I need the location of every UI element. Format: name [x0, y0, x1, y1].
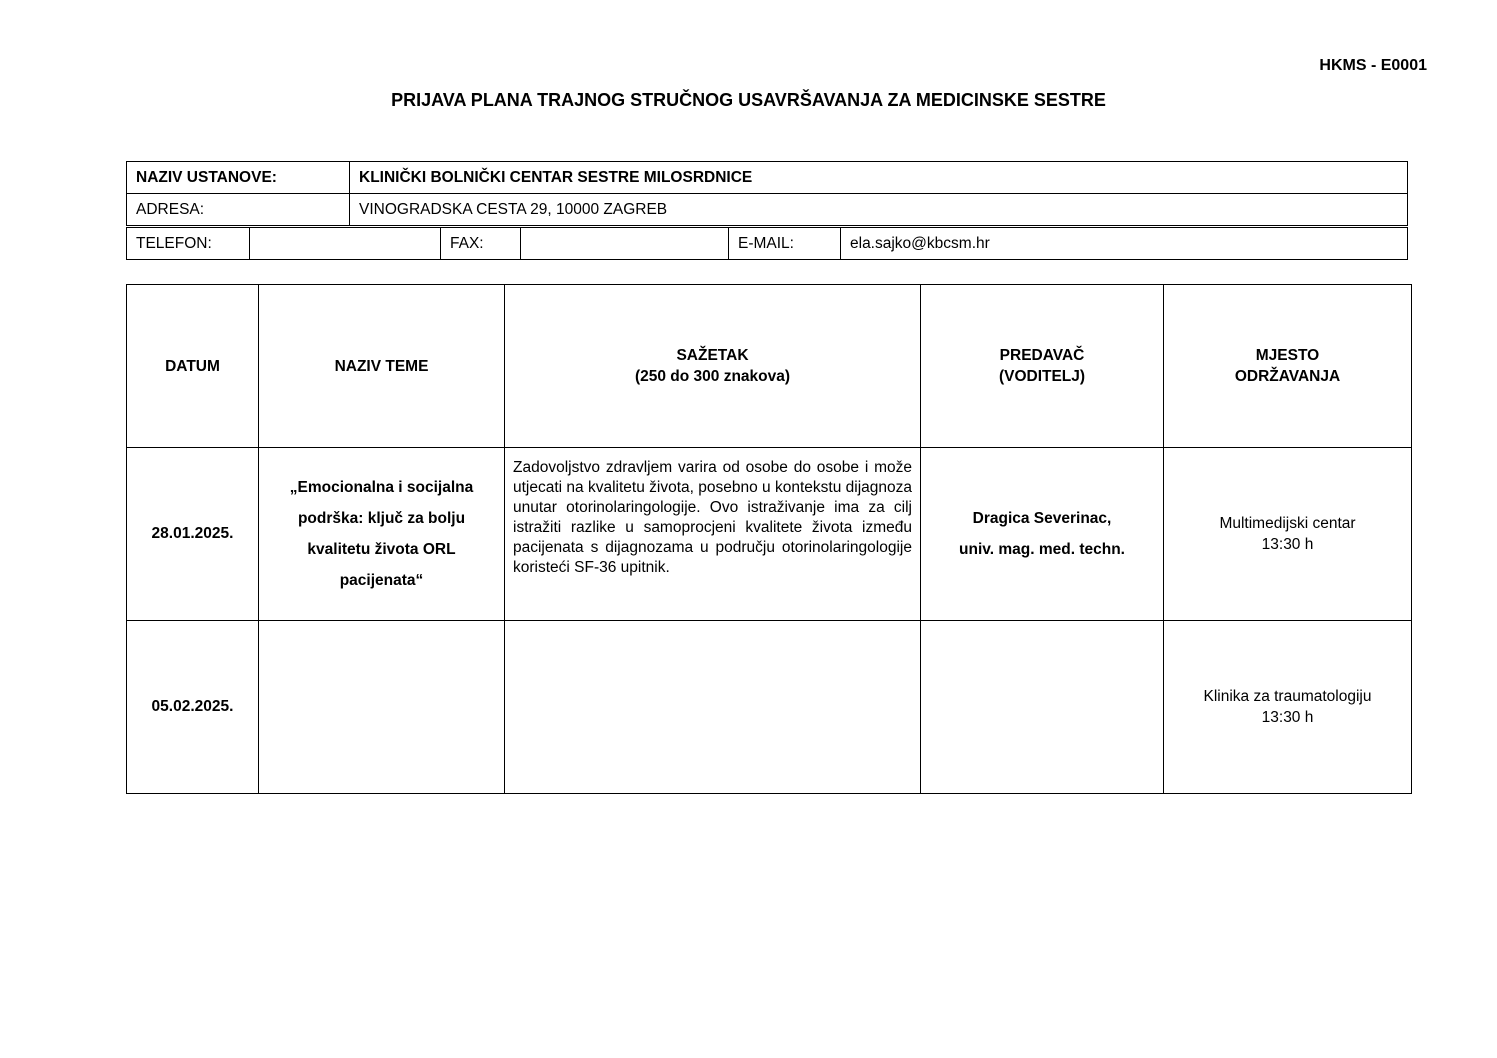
header-lecturer-title: PREDAVAČ [999, 347, 1085, 364]
page-title: PRIJAVA PLANA TRAJNOG STRUČNOG USAVRŠAVANJA ZA MEDICINSKE SESTRE [391, 90, 1106, 110]
header-place-line1: MJESTO [1255, 347, 1320, 364]
row-topic: „Emocionalna i socijalna podrška: ključ za bolju kvalitetu života ORL pacijenata“ [259, 448, 505, 621]
fax-label: FAX: [441, 228, 521, 260]
email-label: E-MAIL: [729, 228, 841, 260]
table-row [127, 621, 1412, 794]
form-code: HKMS - E0001 [1319, 57, 1427, 74]
contact-row [127, 228, 1408, 260]
row-abstract: Zadovoljstvo zdravljem varira od osobe do osobe i može utjecati na kvalitetu života, posebno u kontekstu dijagnoza unutar otorinolaringologije. Ovo istraživanje ima za cilj istražiti razlike u samoprocjeni kvalitete života između pacijenata s dijagnozama u području otorinolaringologije koristeći SF-36 upitnik. [505, 448, 921, 621]
header-lecturer-note: (VODITELJ) [998, 368, 1086, 385]
row-lecturer-name: Dragica Severinac, [972, 510, 1112, 527]
row-place [1164, 448, 1412, 621]
institution-name-row [127, 162, 1408, 194]
row-topic [259, 621, 505, 794]
institution-name-value: KLINIČKI BOLNIČKI CENTAR SESTRE MILOSRDNICE [350, 162, 1408, 194]
address-value: VINOGRADSKA CESTA 29, 10000 ZAGREB [350, 194, 1408, 226]
header-abstract-title: SAŽETAK [676, 347, 749, 364]
row-date: 05.02.2025. [127, 621, 259, 794]
institution-address-row [127, 194, 1408, 226]
fax-value [521, 228, 729, 260]
header-topic: NAZIV TEME [259, 285, 505, 448]
header-lecturer [921, 285, 1164, 448]
row-abstract [505, 621, 921, 794]
row-place-name: Multimedijski centar [1219, 515, 1356, 532]
phone-label: TELEFON: [127, 228, 250, 260]
row-place-name: Klinika za traumatologiju [1203, 688, 1372, 705]
header-date: DATUM [127, 285, 259, 448]
institution-contact-table [126, 227, 1408, 260]
email-value: ela.sajko@kbcsm.hr [841, 228, 1408, 260]
row-date: 28.01.2025. [127, 448, 259, 621]
phone-value [250, 228, 441, 260]
row-lecturer [921, 448, 1164, 621]
institution-name-label: NAZIV USTANOVE: [127, 162, 350, 194]
header-place-line2: ODRŽAVANJA [1234, 368, 1341, 385]
row-place-time: 13:30 h [1261, 709, 1314, 726]
header-abstract-note: (250 do 300 znakova) [634, 368, 791, 385]
header-place [1164, 285, 1412, 448]
institution-info-table [126, 161, 1408, 226]
header-abstract [505, 285, 921, 448]
table-row [127, 448, 1412, 621]
address-label: ADRESA: [127, 194, 350, 226]
row-place-time: 13:30 h [1261, 536, 1314, 553]
row-lecturer [921, 621, 1164, 794]
row-lecturer-title: univ. mag. med. techn. [959, 541, 1125, 558]
schedule-header-row [127, 285, 1412, 448]
schedule-table [126, 284, 1412, 794]
row-place [1164, 621, 1412, 794]
